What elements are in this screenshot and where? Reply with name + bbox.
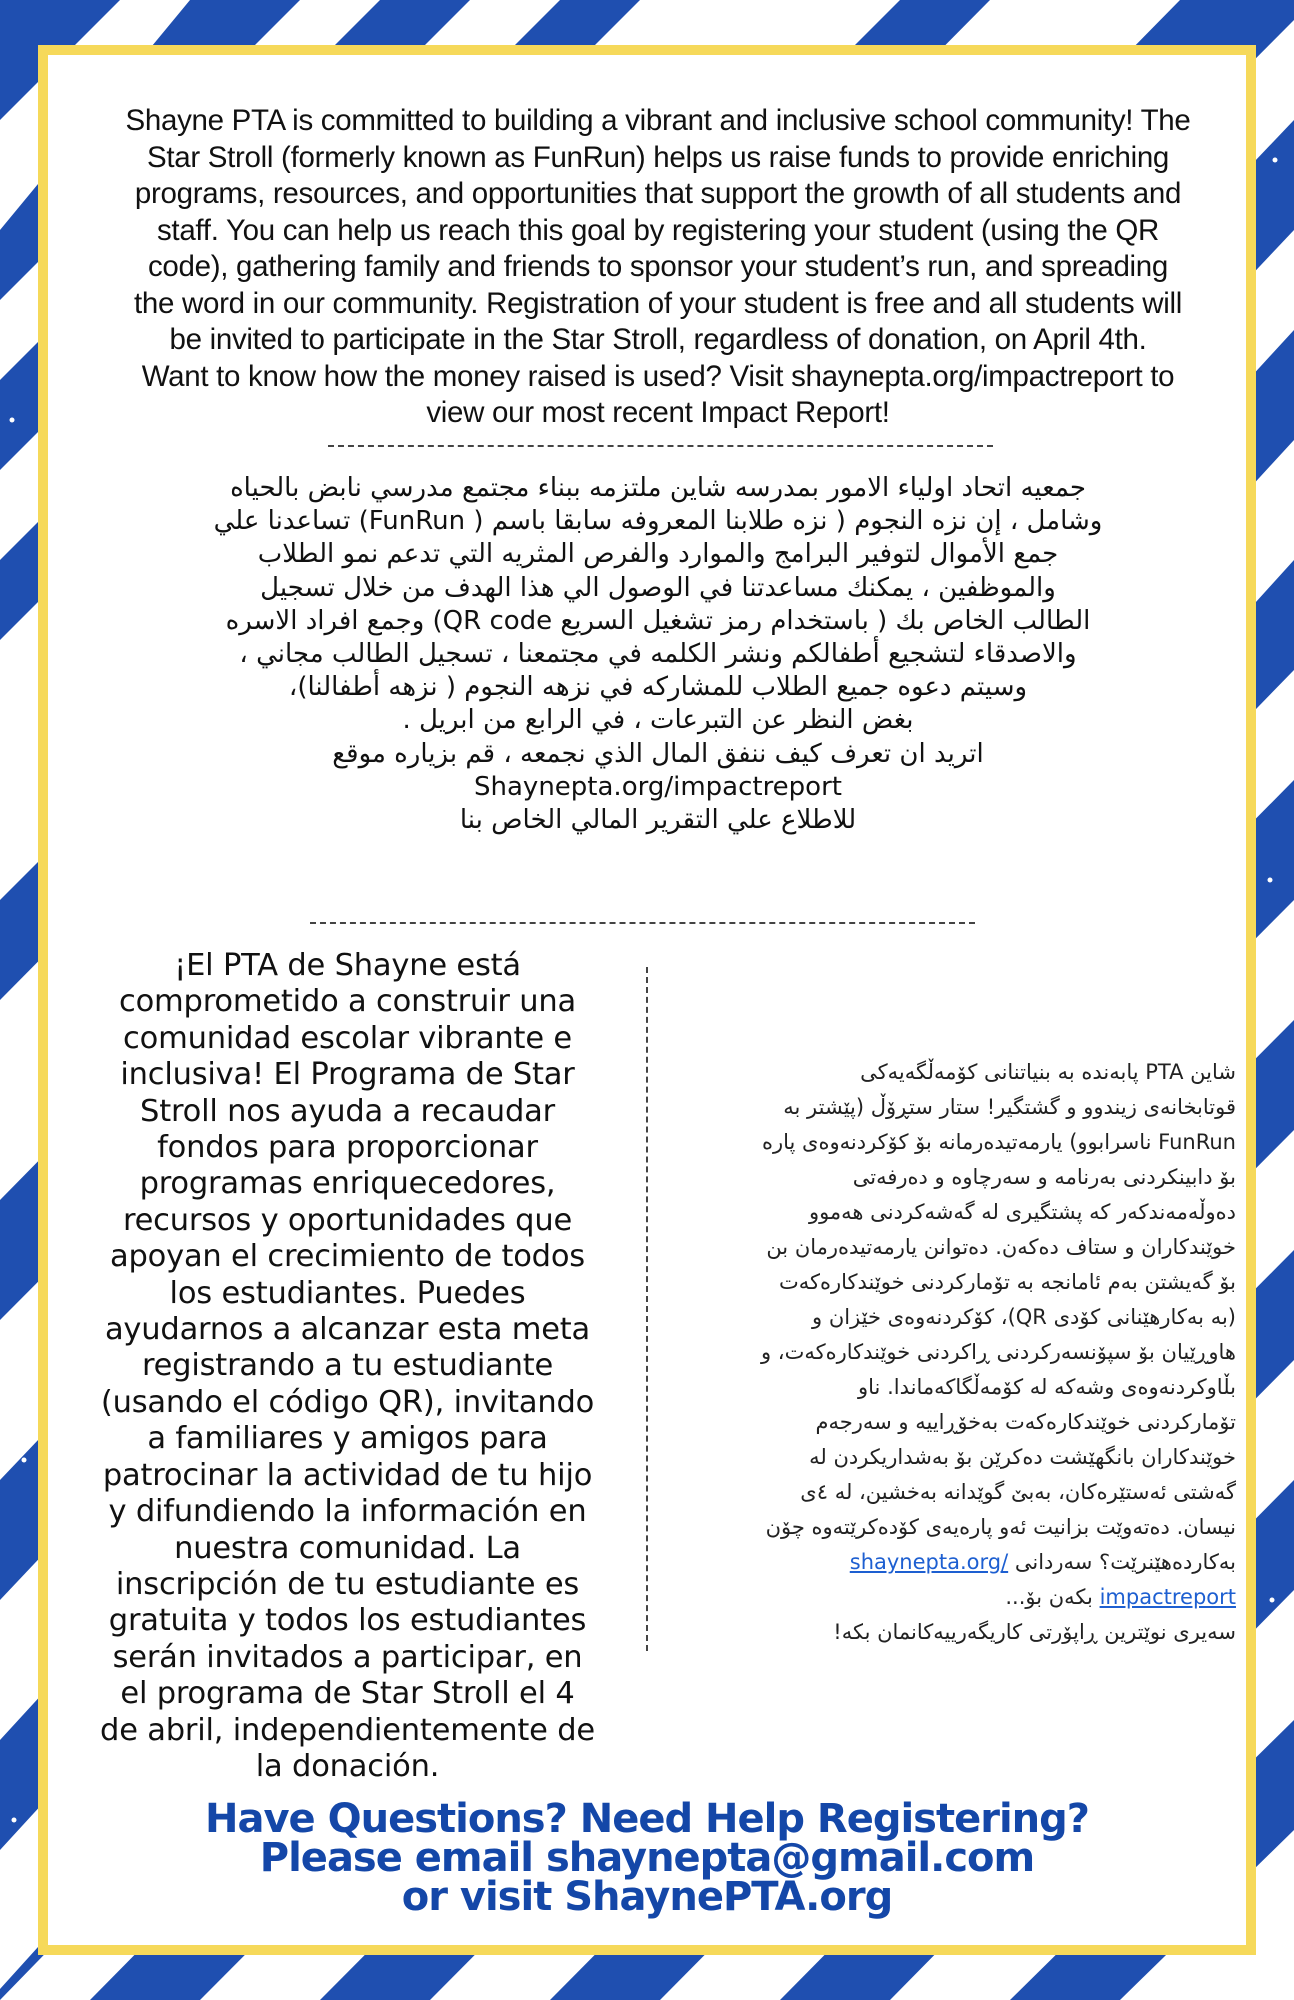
spanish-line: serán invitados a participar, en: [112, 1639, 583, 1675]
spanish-line: ayudarnos a alcanzar esta meta: [104, 1312, 591, 1348]
kurdish-line: FunRun ناسرابوو) یارمەتیدەرمانە بۆ کۆکردنەوەی پارە: [761, 1130, 1236, 1154]
spanish-line: recursos y oportunidades que: [122, 1202, 573, 1238]
section-divider: [328, 445, 993, 447]
kurdish-line-with-link: [656, 1580, 1236, 1615]
kurdish-impact-report-link[interactable]: impactreport: [1099, 1585, 1236, 1609]
english-line: Want to know how the money raised is used? Visit shaynepta.org/impactreport to: [141, 359, 1175, 393]
spanish-line: inscripción de tu estudiante es: [115, 1566, 580, 1602]
arabic-line: وسيتم دعوه جميع الطلاب للمشاركه في نزهه النجوم ( نزهه أطفالنا)،: [288, 672, 1028, 703]
kurdish-line: شاین PTA پابەندە بە بنیاتنانی کۆمەڵگەیەکی: [860, 1060, 1236, 1084]
kurdish-line: گەشتی ئەستێرەکان، بەبێ گوێدانە بەخشین، لە ٤ی: [800, 1480, 1236, 1504]
spanish-line: patrocinar la actividad de tu hijo: [102, 1457, 593, 1493]
spanish-line: registrando a tu estudiante: [141, 1348, 554, 1384]
english-line: staff. You can help us reach this goal by registering your student (using the QR: [156, 213, 1160, 247]
contact-website[interactable]: or visit ShaynePTA.org: [401, 1874, 893, 1920]
spanish-line: apoyan el crecimiento de todos: [109, 1239, 585, 1275]
kurdish-line: تۆمارکردنی خوێندکارەکەت بەخۆڕاییە و سەرجەم: [815, 1410, 1236, 1434]
english-section: [78, 103, 1238, 432]
spanish-line: el programa de Star Stroll el 4: [120, 1676, 575, 1712]
spanish-line: nuestra comunidad. La: [174, 1530, 521, 1566]
kurdish-section: [656, 1055, 1236, 1650]
arabic-line: للاطلاع علي التقرير المالي الخاص بنا: [459, 805, 857, 836]
arabic-line: والموظفين ، يمكنك مساعدتنا في الوصول الي هذا الهدف من خلال تسجيل: [260, 572, 1056, 603]
spanish-line: inclusiva! El Programa de Star: [120, 1057, 575, 1093]
kurdish-site-link[interactable]: shaynepta.org/: [849, 1550, 1009, 1574]
kurdish-line: نیسان. دەتەوێت بزانیت ئەو پارەیەی کۆدەکرێتەوە چۆن: [765, 1515, 1236, 1539]
kurdish-line-text: بکەن بۆ...: [1005, 1585, 1093, 1609]
column-divider: [646, 967, 648, 1651]
kurdish-line: بۆ گەیشتن بەم ئامانجە بە تۆمارکردنی خوێندکارەکەت: [778, 1270, 1236, 1294]
spanish-line: la donación.: [255, 1748, 440, 1784]
arabic-section: [158, 472, 1158, 837]
spanish-line: (usando el código QR), invitando: [100, 1384, 595, 1420]
kurdish-line-text: بەکاردەهێنرێت؟ سەردانی: [1014, 1550, 1236, 1574]
section-divider: [310, 922, 975, 924]
kurdish-line: هاوڕێیان بۆ سپۆنسەرکردنی ڕاکردنی خوێندکارەکەت، و: [760, 1340, 1236, 1364]
spanish-line: de abril, independientemente de: [100, 1712, 595, 1748]
arabic-line: اتريد ان تعرف كيف ننفق المال الذي نجمعه ، قم بزياره موقع: [332, 738, 984, 769]
spanish-line: los estudiantes. Puedes: [169, 1275, 526, 1311]
english-line: code), gathering family and friends to sponsor your student’s run, and spreading: [147, 250, 1169, 283]
arabic-line: بغض النظر عن التبرعات ، في الرابع من ابريل .: [402, 705, 914, 736]
arabic-line: وشامل ، إن نزه النجوم ( نزه طلابنا المعروفه سابقا باسم ( FunRun) تساعدنا علي: [213, 506, 1103, 537]
arabic-line: جمع الأموال لتوفير البرامج والموارد والفرص المثريه التي تدعم نمو الطلاب: [257, 539, 1059, 570]
english-line: view our most recent Impact Report!: [426, 396, 890, 429]
english-line: the word in our community. Registration of your student is free and all students will: [134, 286, 1182, 320]
kurdish-line: بڵاوکردنەوەی وشەکە لە کۆمەڵگاکەماندا. ناو: [858, 1375, 1236, 1399]
spanish-section: [70, 948, 625, 1785]
contact-callout: [48, 1796, 1246, 1920]
english-line: Star Stroll (formerly known as FunRun) helps us raise funds to provide enriching: [146, 140, 1170, 174]
kurdish-line: بۆ دابینکردنی بەرنامە و سەرچاوە و دەرفەتی: [852, 1165, 1236, 1189]
arabic-impact-report-link[interactable]: Shaynepta.org/impactreport: [474, 771, 842, 802]
english-line: Shayne PTA is committed to building a vibrant and inclusive school community! The: [125, 104, 1191, 137]
spanish-line: Stroll nos ayuda a recaudar: [140, 1093, 555, 1129]
kurdish-line-with-link: [656, 1545, 1236, 1580]
kurdish-line: خوێندکاران بانگهێشت دەکرێن بۆ بەشداریکردن لە: [809, 1445, 1236, 1469]
content-frame: [38, 45, 1256, 1955]
spanish-line: y difundiendo la información en: [108, 1494, 587, 1530]
english-line: programs, resources, and opportunities that support the growth of all students and: [134, 177, 1182, 210]
spanish-line: ¡El PTA de Shayne está: [174, 948, 521, 983]
kurdish-line: (بە بەکارهێنانی کۆدی QR)، کۆکردنەوەی خێزان و: [812, 1305, 1236, 1329]
kurdish-line: خوێندکاران و ستاف دەکەن. دەتوانن یارمەتیدەرمان بن: [766, 1235, 1236, 1259]
arabic-line: الطالب الخاص بك ( باستخدام رمز تشغيل السريع QR code) وجمع افراد الاسره: [225, 605, 1091, 636]
spanish-line: a familiares y amigos para: [147, 1421, 548, 1457]
english-line: be invited to participate in the Star Stroll, regardless of donation, on April 4th.: [169, 323, 1147, 356]
arabic-line: جمعيه اتحاد اولياء الامور بمدرسه شاين ملتزمه ببناء مجتمع مدرسي نابض بالحياه: [230, 473, 1086, 503]
spanish-line: fondos para proporcionar: [157, 1130, 538, 1166]
spanish-line: comprometido a construir una: [119, 984, 576, 1020]
contact-email[interactable]: Please email shaynepta@gmail.com: [259, 1835, 1035, 1881]
kurdish-line: سەیری نوێترین ڕاپۆرتی کاریگەرییەکانمان بکە!: [833, 1620, 1236, 1644]
contact-heading: Have Questions? Need Help Registering?: [205, 1796, 1089, 1842]
kurdish-line: دەوڵەمەندکەر کە پشتگیری لە گەشەکردنی هەموو: [808, 1200, 1236, 1224]
arabic-line: والاصدقاء لتشجيع أطفالكم ونشر الكلمه في مجتمعنا ، تسجيل الطالب مجاني ،: [239, 639, 1077, 670]
spanish-line: comunidad escolar vibrante e: [123, 1020, 572, 1056]
kurdish-line: قوتابخانەی زیندوو و گشتگیر! ستار ستڕۆڵ (پێشتر بە: [783, 1095, 1236, 1119]
spanish-line: gratuita y todos los estudiantes: [108, 1603, 587, 1639]
spanish-line: programas enriquecedores,: [139, 1166, 556, 1202]
